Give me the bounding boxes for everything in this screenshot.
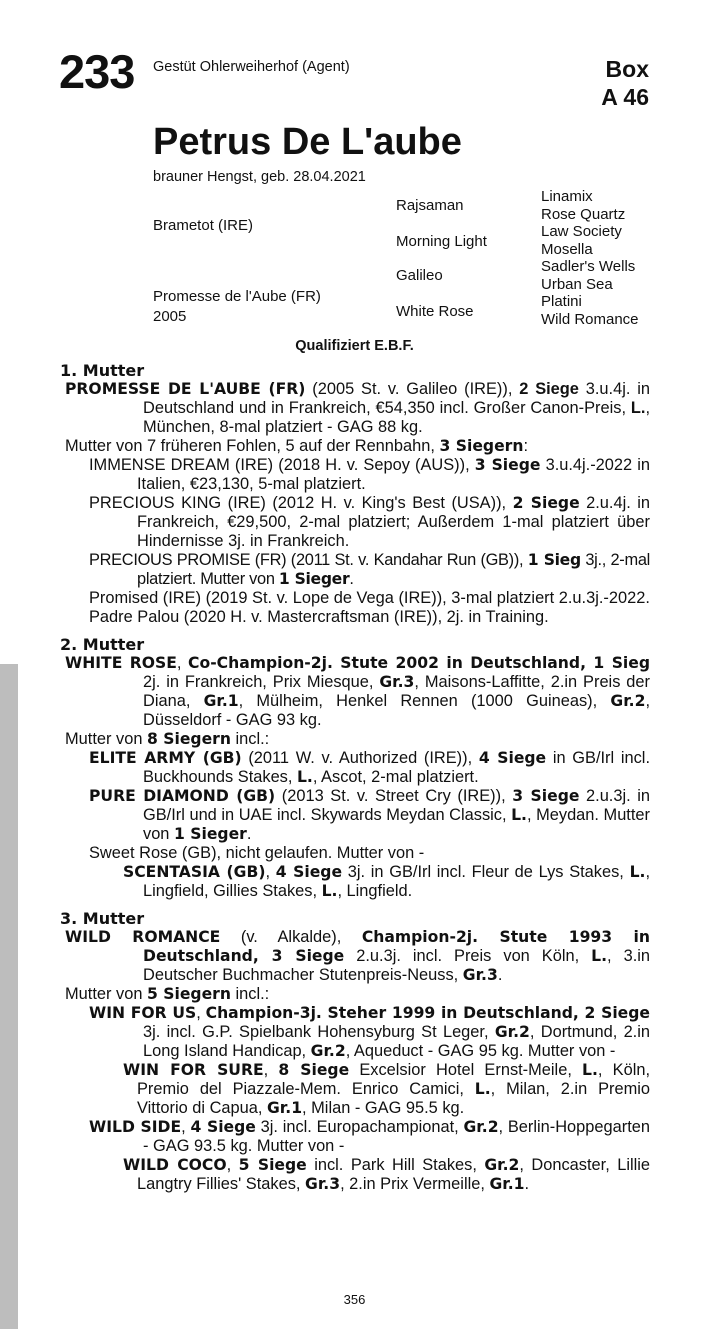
pedigree-ggp: Linamix bbox=[541, 188, 593, 205]
pedigree-dam-sire: Galileo bbox=[396, 267, 443, 284]
winners-count: 1 Sieger bbox=[173, 825, 247, 843]
text: incl.: bbox=[230, 985, 270, 1003]
text: , Meydan. Mutter von bbox=[143, 806, 650, 843]
text: , bbox=[263, 1061, 279, 1079]
produce-summary bbox=[60, 437, 650, 456]
text: , München, 8-mal platziert - GAG 88 kg. bbox=[143, 399, 650, 436]
text: , Milan - GAG 95.5 kg. bbox=[302, 1099, 465, 1117]
text: , Lingfield, Gillies Stakes, bbox=[143, 863, 650, 900]
text: 3j. incl. G.P. Spielbank Hohensyburg St Leger, bbox=[143, 1023, 495, 1041]
text: . bbox=[349, 570, 354, 588]
pedigree-sire-sire: Rajsaman bbox=[396, 197, 464, 214]
horse-description: brauner Hengst, geb. 28.04.2021 bbox=[153, 169, 366, 185]
first-dam-entry bbox=[60, 380, 650, 437]
wins: 3 Siege bbox=[474, 456, 541, 474]
pedigree-sire: Brametot (IRE) bbox=[153, 217, 254, 234]
text: in GB/Irl incl. Buckhounds Stakes, bbox=[143, 749, 650, 786]
text: . bbox=[497, 966, 503, 984]
text: , Aqueduct - GAG 95 kg. Mutter von - bbox=[345, 1042, 616, 1060]
championship: Champion-2j. Stute 1993 in Deutschland, 3 Siege bbox=[143, 928, 650, 965]
horse-name: Petrus De L'aube bbox=[153, 121, 462, 163]
offspring-entry bbox=[60, 1118, 650, 1156]
text: , Dortmund, 2.in Long Island Handicap, bbox=[143, 1023, 650, 1060]
text: , bbox=[196, 1004, 206, 1022]
second-dam-entry bbox=[60, 654, 650, 730]
text: , bbox=[176, 654, 189, 672]
text: . bbox=[246, 825, 252, 843]
text: , Milan, 2.in Premio Vittorio di Capua, bbox=[137, 1080, 651, 1117]
wins: 4 Siege bbox=[190, 1118, 256, 1136]
horse-name: PROMESSE DE L'AUBE (FR) bbox=[65, 380, 306, 398]
race-grade: L. bbox=[629, 863, 646, 881]
race-grade: Gr.2 bbox=[484, 1156, 520, 1174]
text: Excelsior Hotel Ernst-Meile, bbox=[349, 1061, 583, 1079]
text: 3.u.4j.-2022 in Italien, €23,130, 5-mal platziert. bbox=[137, 456, 651, 493]
grand-offspring-entry bbox=[60, 1156, 650, 1194]
text: , Mülheim, Henkel Rennen (1000 Guineas), bbox=[238, 692, 611, 710]
race-grade: Gr.3 bbox=[379, 673, 415, 691]
text: , Maisons-Laffitte, 2.in Preis der Diana, bbox=[143, 673, 650, 710]
wins: 3 Siege bbox=[512, 787, 580, 805]
text: incl.: bbox=[230, 730, 270, 748]
horse-name: WIN FOR SURE bbox=[123, 1061, 264, 1079]
text: (v. Alkalde), bbox=[220, 928, 362, 946]
pedigree-ggp: Mosella bbox=[541, 241, 593, 258]
text: , bbox=[226, 1156, 239, 1174]
text: (2011 W. v. Authorized (IRE)), bbox=[241, 749, 479, 767]
text: , Köln, Premio del Piazzale-Mem. Enrico Camici, bbox=[137, 1061, 651, 1098]
race-grade: Gr.3 bbox=[305, 1175, 341, 1193]
pedigree-ggp: Platini bbox=[541, 293, 582, 310]
winners-count: 1 Sieger bbox=[278, 570, 350, 588]
text: 3j. in GB/Irl incl. Fleur de Lys Stakes, bbox=[342, 863, 630, 881]
text: , Doncaster, Lillie Langtry Fillies' Stakes, bbox=[137, 1156, 651, 1193]
race-grade: Gr.2 bbox=[310, 1042, 346, 1060]
text: IMMENSE DREAM (IRE) (2018 H. v. Sepoy (AUS)), bbox=[89, 456, 475, 474]
winners-count: 8 Siegern bbox=[147, 730, 231, 748]
wins: 8 Siege bbox=[278, 1061, 350, 1079]
race-grade: L. bbox=[630, 399, 646, 417]
text: , Berlin-Hoppegarten - GAG 93.5 kg. Mutter von - bbox=[143, 1118, 650, 1155]
race-grade: L. bbox=[591, 947, 608, 965]
text: Mutter von bbox=[65, 730, 147, 748]
race-grade: Gr.1 bbox=[267, 1099, 303, 1117]
championship: Co-Champion-2j. Stute 2002 in Deutschland, 1 Sieg bbox=[188, 654, 651, 672]
text: PRECIOUS KING (IRE) (2012 H. v. King's Best (USA)), bbox=[89, 494, 513, 512]
wins: 1 Sieg bbox=[527, 551, 581, 569]
race-grade: L. bbox=[582, 1061, 598, 1079]
race-grade: L. bbox=[511, 806, 527, 824]
horse-name: WILD COCO bbox=[123, 1156, 227, 1174]
horse-name: SCENTASIA (GB) bbox=[123, 863, 266, 881]
text: 2.u.4j. in Frankreich, €29,500, 2-mal platziert; Außerdem 1-mal platziert über Hindernisse 3j. in Frankreich. bbox=[137, 494, 651, 550]
text: Mutter von 7 früheren Fohlen, 5 auf der Rennbahn, bbox=[65, 437, 440, 455]
box-number: A 46 bbox=[601, 84, 649, 110]
text: , Lingfield. bbox=[337, 882, 413, 900]
pedigree-ggp: Law Society bbox=[541, 223, 622, 240]
race-grade: Gr.1 bbox=[489, 1175, 525, 1193]
pedigree-ggp: Sadler's Wells bbox=[541, 258, 636, 275]
offspring-entry: Promised (IRE) (2019 St. v. Lope de Vega (IRE)), 3-mal platziert 2.u.3j.-2022. bbox=[89, 589, 650, 607]
horse-name: PURE DIAMOND (GB) bbox=[89, 787, 276, 805]
offspring-entry bbox=[60, 1004, 650, 1061]
grand-offspring-entry bbox=[60, 1061, 650, 1118]
race-grade: Gr.2 bbox=[610, 692, 646, 710]
offspring-entry bbox=[60, 787, 650, 844]
wins: 4 Siege bbox=[478, 749, 547, 767]
horse-name: WHITE ROSE bbox=[65, 654, 177, 672]
dam-line bbox=[60, 361, 650, 1194]
text: , bbox=[181, 1118, 191, 1136]
winners-count: 5 Siegern bbox=[147, 985, 231, 1003]
grand-offspring-entry bbox=[60, 863, 650, 901]
pedigree-dam-dam: White Rose bbox=[396, 303, 474, 320]
lot-number: 233 bbox=[59, 45, 135, 98]
race-grade: Gr.3 bbox=[462, 966, 498, 984]
offspring-entry: Padre Palou (2020 H. v. Mastercraftsman (IRE)), 2j. in Training. bbox=[89, 608, 549, 626]
race-grade: L. bbox=[296, 768, 313, 786]
text: , 3.in Deutscher Buchmacher Stutenpreis-Neuss, bbox=[143, 947, 651, 984]
horse-name: WILD SIDE bbox=[89, 1118, 182, 1136]
championship: Champion-3j. Steher 1999 in Deutschland, 2 Siege bbox=[205, 1004, 650, 1022]
text: , bbox=[265, 863, 276, 881]
pedigree-ggp: Urban Sea bbox=[541, 276, 613, 293]
text: 3.u.4j. in Deutschland und in Frankreich, €54,350 incl. Großer Canon-Preis, bbox=[143, 380, 651, 417]
horse-name: WILD ROMANCE bbox=[65, 928, 221, 946]
race-grade: Gr.2 bbox=[494, 1023, 530, 1041]
race-grade: L. bbox=[474, 1080, 491, 1098]
text: (2013 St. v. Street Cry (IRE)), bbox=[275, 787, 513, 805]
offspring-entry bbox=[60, 456, 650, 494]
page-number: 356 bbox=[343, 1292, 366, 1307]
text: 2.u.3j. incl. Preis von Köln, bbox=[344, 947, 592, 965]
horse-name: ELITE ARMY (GB) bbox=[89, 749, 242, 767]
text: incl. Park Hill Stakes, bbox=[306, 1156, 485, 1174]
text: (2005 St. v. Galileo (IRE)), bbox=[305, 380, 520, 398]
offspring-entry bbox=[60, 494, 650, 551]
pedigree-table bbox=[153, 188, 653, 333]
race-grade: Gr.2 bbox=[463, 1118, 499, 1136]
text: Mutter von bbox=[65, 985, 147, 1003]
offspring-entry: Sweet Rose (GB), nicht gelaufen. Mutter von - bbox=[89, 844, 425, 862]
wins: 5 Siege bbox=[238, 1156, 307, 1174]
text: , 2.in Prix Vermeille, bbox=[340, 1175, 490, 1193]
produce-summary bbox=[60, 985, 650, 1004]
offspring-entry bbox=[60, 749, 650, 787]
race-grade: Gr.1 bbox=[203, 692, 239, 710]
pedigree-dam-year: 2005 bbox=[153, 308, 187, 325]
text: , Ascot, 2-mal platziert. bbox=[312, 768, 479, 786]
wins: 2 Siege bbox=[512, 494, 580, 512]
wins: 2 Siege bbox=[519, 380, 579, 398]
page-edge-tab bbox=[0, 664, 18, 1329]
section-title-2nd-dam: 2. Mutter bbox=[60, 635, 145, 654]
text: . bbox=[524, 1175, 530, 1193]
race-grade: L. bbox=[321, 882, 338, 900]
third-dam-entry bbox=[60, 928, 650, 985]
pedigree-ggp: Rose Quartz bbox=[541, 206, 626, 223]
text: PRECIOUS PROMISE (FR) (2011 St. v. Kandahar Run (GB)), bbox=[89, 551, 528, 569]
text: , Düsseldorf - GAG 93 kg. bbox=[143, 692, 650, 729]
box-label: Box bbox=[605, 56, 649, 82]
winners-count: 3 Siegern bbox=[439, 437, 524, 455]
text: 3j. incl. Europachampionat, bbox=[255, 1118, 464, 1136]
qualification-note: Qualifiziert E.B.F. bbox=[295, 338, 414, 354]
wins: 4 Siege bbox=[275, 863, 343, 881]
section-title-1st-dam: 1. Mutter bbox=[60, 361, 145, 380]
pedigree-sire-dam: Morning Light bbox=[396, 233, 487, 250]
section-title-3rd-dam: 3. Mutter bbox=[60, 909, 145, 928]
box-info bbox=[601, 55, 649, 111]
pedigree-dam: Promesse de l'Aube (FR) bbox=[153, 288, 321, 305]
consignor: Gestüt Ohlerweiherhof (Agent) bbox=[153, 59, 350, 75]
text: : bbox=[523, 437, 529, 455]
text: 2.u.3j. in GB/Irl und in UAE incl. Skywards Meydan Classic, bbox=[143, 787, 651, 824]
text: 3j., 2-mal platziert. Mutter von bbox=[137, 551, 650, 588]
pedigree-ggp: Wild Romance bbox=[541, 311, 639, 328]
horse-name: WIN FOR US bbox=[89, 1004, 197, 1022]
produce-summary bbox=[60, 730, 650, 749]
offspring-entry bbox=[60, 551, 650, 589]
text: 2j. in Frankreich, Prix Miesque, bbox=[143, 673, 380, 691]
